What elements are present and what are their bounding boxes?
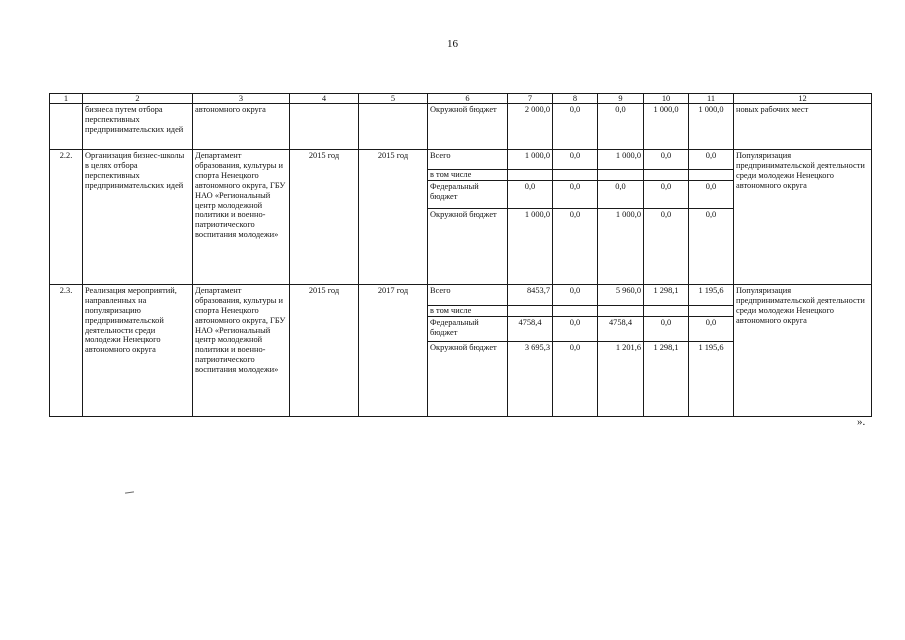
- row-number-cell: 2.2.: [50, 150, 83, 285]
- amount-year1-cell: [553, 170, 598, 181]
- amount-total-cell: 8453,7: [508, 284, 553, 305]
- start-year-cell: 2015 год: [290, 150, 359, 285]
- program-activities-table: [49, 93, 872, 417]
- amount-year3-cell: 0,0: [644, 180, 689, 208]
- amount-total-cell: 1 000,0: [508, 208, 553, 284]
- column-number: 11: [689, 94, 734, 104]
- amount-year3-cell: 1 298,1: [644, 341, 689, 416]
- column-number: 8: [553, 94, 598, 104]
- amount-year1-cell: 0,0: [553, 208, 598, 284]
- amount-year1-cell: 0,0: [553, 104, 598, 150]
- column-numbers-row: [50, 94, 872, 104]
- column-number: 4: [290, 94, 359, 104]
- funding-source-cell: Федеральный бюджет: [428, 316, 508, 341]
- funding-source-cell: в том числе: [428, 305, 508, 316]
- amount-year2-cell: 0,0: [598, 180, 644, 208]
- amount-year3-cell: 1 000,0: [644, 104, 689, 150]
- amount-year3-cell: 0,0: [644, 150, 689, 170]
- column-number: 10: [644, 94, 689, 104]
- amount-year3-cell: [644, 305, 689, 316]
- expected-result-cell: новых рабочих мест: [734, 104, 872, 150]
- row-number-cell: [50, 104, 83, 150]
- executor-cell: Департамент образования, культуры и спорта Ненецкого автономного округа, ГБУ НАО «Региональный центр молодежной политики и военно-патриотического воспитания молодежи»: [193, 284, 290, 416]
- amount-year2-cell: 5 960,0: [598, 284, 644, 305]
- amount-year3-cell: 1 298,1: [644, 284, 689, 305]
- amount-year4-cell: 1 195,6: [689, 341, 734, 416]
- amount-year2-cell: 1 000,0: [598, 150, 644, 170]
- expected-result-cell: Популяризация предпринимательской деятельности среди молодежи Ненецкого автономного округа: [734, 284, 872, 416]
- amount-year4-cell: 0,0: [689, 316, 734, 341]
- amount-year1-cell: 0,0: [553, 341, 598, 416]
- amount-year1-cell: 0,0: [553, 150, 598, 170]
- row-number-cell: 2.3.: [50, 284, 83, 416]
- funding-source-cell: Всего: [428, 150, 508, 170]
- amount-year4-cell: [689, 170, 734, 181]
- activity-title-cell: Организация бизнес-школы в целях отбора перспективных предпринимательских идей: [83, 150, 193, 285]
- funding-source-cell: в том числе: [428, 170, 508, 181]
- amount-total-cell: 3 695,3: [508, 341, 553, 416]
- end-year-cell: [359, 104, 428, 150]
- amount-year2-cell: 1 000,0: [598, 208, 644, 284]
- amount-year3-cell: 0,0: [644, 316, 689, 341]
- amount-year1-cell: [553, 305, 598, 316]
- amount-total-cell: 1 000,0: [508, 150, 553, 170]
- funding-source-cell: Окружной бюджет: [428, 104, 508, 150]
- start-year-cell: [290, 104, 359, 150]
- column-number: 2: [83, 94, 193, 104]
- column-number: 5: [359, 94, 428, 104]
- amount-total-cell: 2 000,0: [508, 104, 553, 150]
- amount-year4-cell: 0,0: [689, 208, 734, 284]
- column-number: 1: [50, 94, 83, 104]
- funding-source-cell: Федеральный бюджет: [428, 180, 508, 208]
- amount-year3-cell: [644, 170, 689, 181]
- amount-year1-cell: 0,0: [553, 284, 598, 305]
- amount-year3-cell: 0,0: [644, 208, 689, 284]
- start-year-cell: 2015 год: [290, 284, 359, 416]
- scan-artifact: [125, 491, 134, 493]
- continuation-row: [50, 104, 872, 150]
- amount-year4-cell: 1 000,0: [689, 104, 734, 150]
- amount-year2-cell: 0,0: [598, 104, 644, 150]
- end-year-cell: 2015 год: [359, 150, 428, 285]
- funding-source-cell: Всего: [428, 284, 508, 305]
- column-number: 7: [508, 94, 553, 104]
- funding-source-cell: Окружной бюджет: [428, 341, 508, 416]
- amount-total-cell: [508, 305, 553, 316]
- activity-row: [50, 150, 872, 170]
- column-number: 6: [428, 94, 508, 104]
- funding-source-cell: Окружной бюджет: [428, 208, 508, 284]
- amount-year4-cell: 0,0: [689, 150, 734, 170]
- amount-total-cell: 4758,4: [508, 316, 553, 341]
- amount-year2-cell: [598, 305, 644, 316]
- executor-cell: Департамент образования, культуры и спорта Ненецкого автономного округа, ГБУ НАО «Региональный центр молодежной политики и военно-патриотического воспитания молодежи»: [193, 150, 290, 285]
- amount-year1-cell: 0,0: [553, 180, 598, 208]
- activity-title-cell: бизнеса путем отбора перспективных предпринимательских идей: [83, 104, 193, 150]
- amount-year4-cell: [689, 305, 734, 316]
- amount-year1-cell: 0,0: [553, 316, 598, 341]
- amount-year2-cell: 1 201,6: [598, 341, 644, 416]
- amount-year2-cell: 4758,4: [598, 316, 644, 341]
- activity-row: [50, 284, 872, 305]
- amount-total-cell: [508, 170, 553, 181]
- executor-cell: автономного округа: [193, 104, 290, 150]
- column-number: 12: [734, 94, 872, 104]
- closing-quote-mark: ».: [857, 416, 866, 428]
- amount-year4-cell: 0,0: [689, 180, 734, 208]
- page-number: 16: [447, 38, 458, 50]
- column-number: 9: [598, 94, 644, 104]
- column-number: 3: [193, 94, 290, 104]
- activity-title-cell: Реализация мероприятий, направленных на популяризацию предпринимательской деятельности среди молодежи Ненецкого автономного округа: [83, 284, 193, 416]
- amount-total-cell: 0,0: [508, 180, 553, 208]
- amount-year2-cell: [598, 170, 644, 181]
- end-year-cell: 2017 год: [359, 284, 428, 416]
- expected-result-cell: Популяризация предпринимательской деятельности среди молодежи Ненецкого автономного округа: [734, 150, 872, 285]
- amount-year4-cell: 1 195,6: [689, 284, 734, 305]
